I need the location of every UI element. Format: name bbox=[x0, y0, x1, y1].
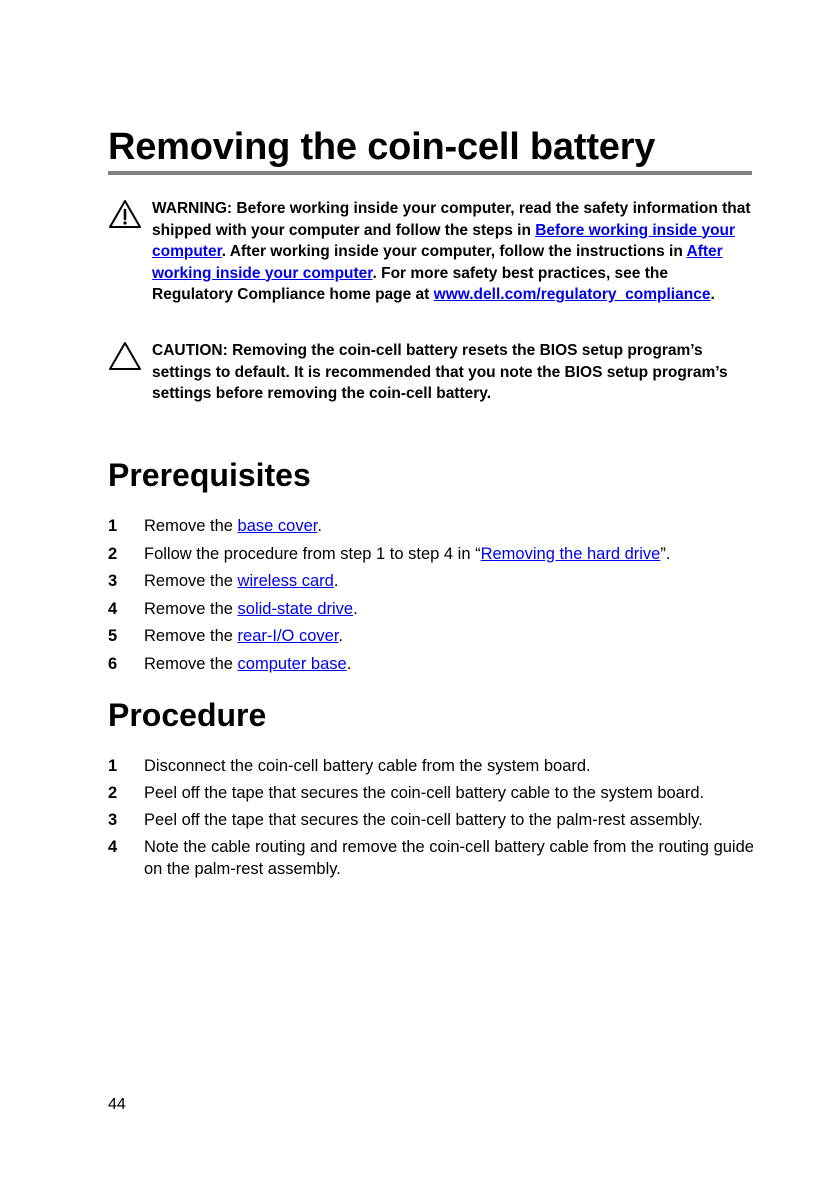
step-text: Follow the procedure from step 1 to step 4 in “ bbox=[144, 544, 481, 563]
step-number: 4 bbox=[108, 599, 118, 618]
warning-end: . bbox=[710, 286, 715, 303]
step-text: Remove the bbox=[144, 599, 238, 618]
step-text-end: ”. bbox=[660, 544, 671, 563]
list-item bbox=[108, 543, 758, 571]
step-number: 2 bbox=[108, 544, 118, 563]
link-computer-base[interactable]: computer base bbox=[237, 654, 347, 673]
step-text-end: . bbox=[317, 517, 322, 535]
procedure-list bbox=[108, 755, 758, 880]
step-number: 1 bbox=[108, 517, 118, 535]
warning-mid2: . For more safety best practices, see the Regulatory Compliance home page at bbox=[152, 264, 668, 303]
page-number: 44 bbox=[108, 1096, 126, 1113]
link-regulatory-compliance[interactable]: www.dell.com/regulatory_compliance bbox=[433, 286, 711, 303]
link-after-working[interactable]: After working inside your computer bbox=[152, 243, 723, 282]
list-item bbox=[108, 755, 758, 782]
step-number: 1 bbox=[108, 757, 118, 775]
list-item bbox=[108, 598, 758, 626]
step-text: Note the cable routing and remove the coin-cell battery cable from the routing guide on the palm-rest assembly. bbox=[144, 838, 754, 878]
list-item bbox=[108, 625, 758, 653]
list-item bbox=[108, 809, 758, 836]
list-item bbox=[108, 836, 758, 880]
step-text: Disconnect the coin-cell battery cable from the system board. bbox=[144, 757, 591, 775]
link-removing-hard-drive[interactable]: Removing the hard drive bbox=[480, 544, 661, 563]
list-item bbox=[108, 570, 758, 598]
title-underline bbox=[108, 171, 752, 175]
step-text: Remove the bbox=[144, 572, 238, 590]
warning-mid1: . After working inside your computer, follow the instructions in bbox=[221, 243, 687, 260]
step-number: 5 bbox=[108, 627, 118, 645]
procedure-heading: Procedure bbox=[108, 697, 267, 733]
step-number: 6 bbox=[108, 654, 118, 673]
caution-notice bbox=[108, 340, 754, 406]
step-number: 3 bbox=[108, 811, 118, 829]
step-text: Peel off the tape that secures the coin-cell battery cable to the system board. bbox=[144, 784, 705, 802]
list-item bbox=[108, 782, 758, 809]
prerequisites-list bbox=[108, 515, 758, 680]
step-text-end: . bbox=[338, 627, 344, 645]
step-text-end: . bbox=[333, 572, 339, 590]
warning-lead: WARNING: Before working inside your computer, read the safety information that shipped with your computer and follow the steps in bbox=[152, 200, 751, 239]
list-item bbox=[108, 515, 758, 543]
link-rear-io-cover[interactable]: rear-I/O cover bbox=[237, 627, 339, 645]
list-item bbox=[108, 653, 758, 681]
warning-text bbox=[152, 198, 752, 306]
step-text: Remove the bbox=[144, 654, 238, 673]
prerequisites-heading: Prerequisites bbox=[108, 457, 311, 493]
step-number: 3 bbox=[108, 572, 118, 590]
link-wireless-card[interactable]: wireless card bbox=[237, 572, 334, 590]
warning-notice bbox=[108, 198, 754, 328]
link-base-cover[interactable]: base cover bbox=[237, 517, 318, 535]
page-title: Removing the coin-cell battery bbox=[108, 126, 656, 168]
warning-triangle-icon bbox=[108, 198, 142, 230]
caution-text: CAUTION: Removing the coin-cell battery resets the BIOS setup program’s settings to default. It is recommended that you note the BIOS setup program’s settings before removing the coin-cell battery. bbox=[152, 342, 728, 402]
step-text: Remove the bbox=[144, 517, 238, 535]
step-text-end: . bbox=[353, 599, 358, 618]
step-text: Peel off the tape that secures the coin-cell battery to the palm-rest assembly. bbox=[144, 811, 703, 829]
step-text-end: . bbox=[346, 654, 352, 673]
link-before-working[interactable]: Before working inside your computer bbox=[152, 221, 736, 260]
step-number: 4 bbox=[108, 838, 118, 856]
caution-triangle-icon bbox=[108, 340, 142, 372]
step-text: Remove the bbox=[144, 627, 238, 645]
link-solid-state-drive[interactable]: solid-state drive bbox=[237, 599, 354, 618]
step-number: 2 bbox=[108, 784, 118, 802]
